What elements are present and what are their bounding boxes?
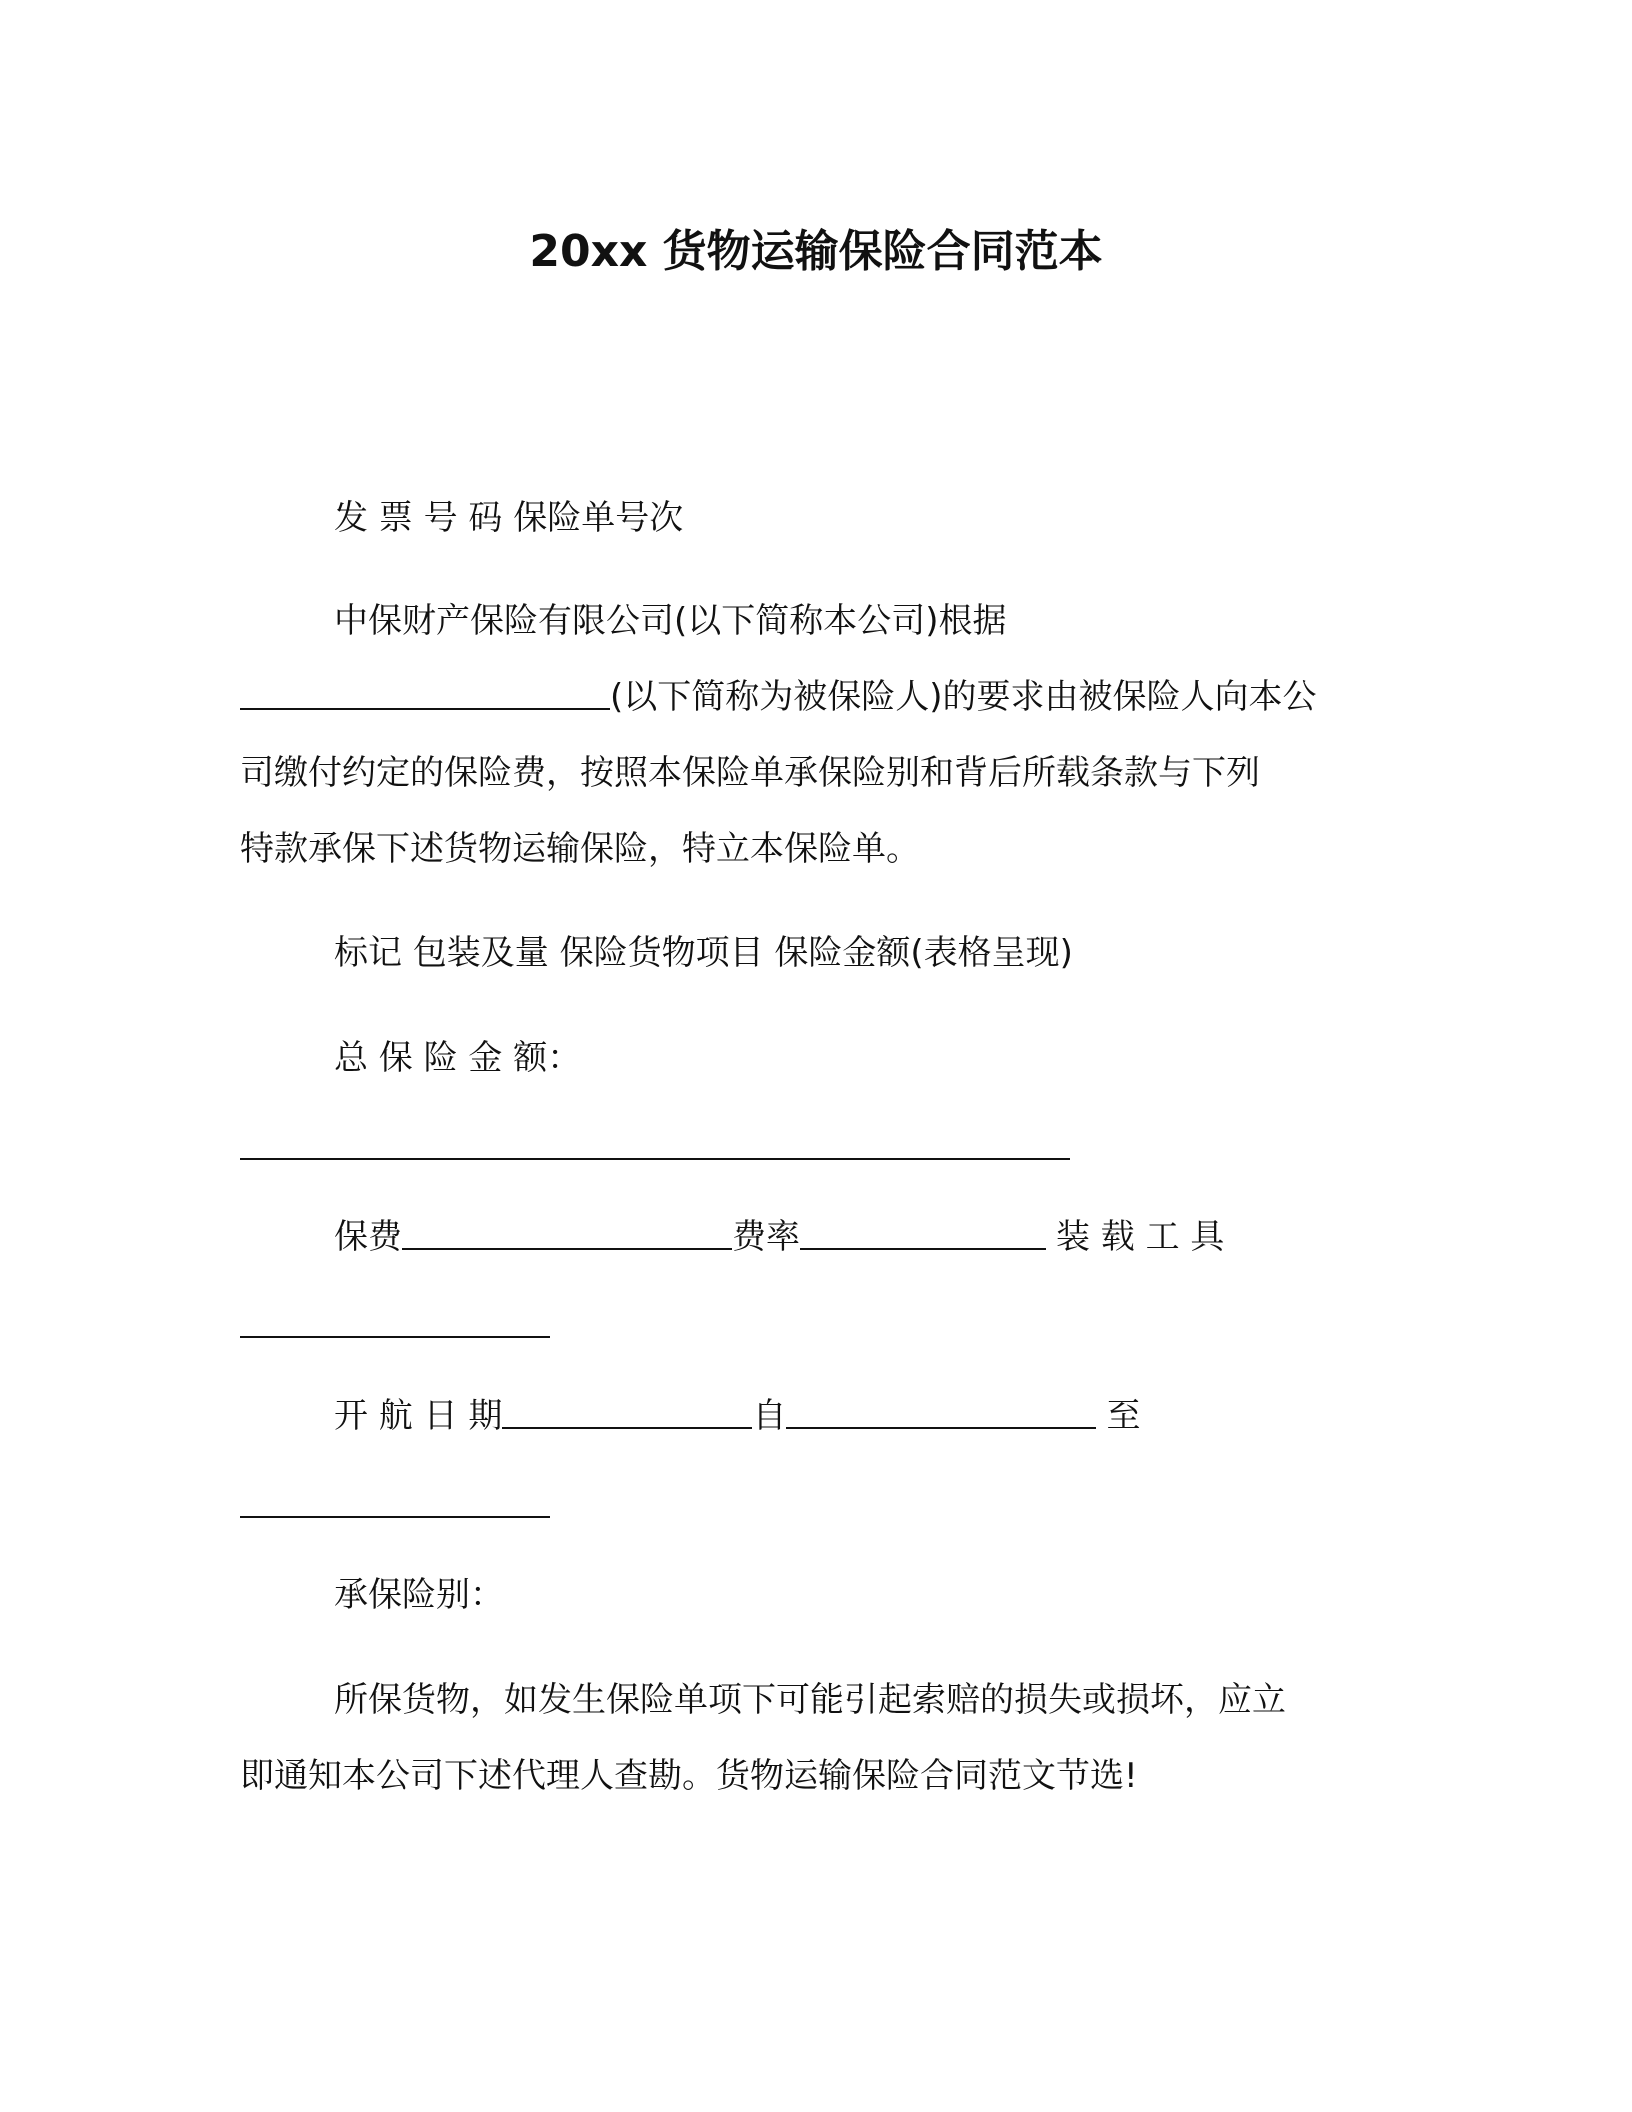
- intro-line-4: 特款承保下述货物运输保险，特立本保险单。: [240, 829, 920, 869]
- conveyance-blank: [240, 1336, 550, 1338]
- total-amount-blank: [240, 1158, 1070, 1160]
- intro-line-1: 中保财产保险有限公司(以下简称本公司)根据: [334, 601, 1007, 641]
- intro-line-2-text: (以下简称为被保险人)的要求由被保险人向本公: [610, 677, 1317, 717]
- sailing-date-blank: [502, 1393, 752, 1429]
- sailing-line: [240, 1392, 1494, 1440]
- insured-blank: [240, 674, 610, 710]
- to-blank: [240, 1516, 550, 1518]
- conveyance-label: 装 载 工 具: [1056, 1217, 1225, 1257]
- rate-blank: [800, 1214, 1046, 1250]
- document-title: 20xx 货物运输保险合同范本: [529, 226, 1103, 277]
- claims-line-2: 即通知本公司下述代理人查勘。货物运输保险合同范文节选!: [240, 1756, 1138, 1796]
- premium-label: 保费: [334, 1217, 402, 1257]
- invoice-policy-line: 发 票 号 码 保险单号次: [334, 498, 684, 538]
- sailing-date-label: 开 航 日 期: [334, 1396, 503, 1436]
- total-amount-label: 总 保 险 金 额：: [334, 1038, 582, 1078]
- table-header-line: 标记 包装及量 保险货物项目 保险金额(表格呈现): [334, 933, 1073, 973]
- premium-blank: [402, 1214, 732, 1250]
- to-label: 至: [1106, 1396, 1141, 1436]
- coverage-label: 承保险别：: [334, 1575, 504, 1615]
- from-blank: [786, 1393, 1096, 1429]
- rate-label: 费率: [732, 1217, 800, 1257]
- from-label: 自: [752, 1396, 787, 1436]
- premium-line: [240, 1213, 1494, 1261]
- intro-line-2: [240, 673, 1400, 721]
- intro-line-3: 司缴付约定的保险费，按照本保险单承保险别和背后所载条款与下列: [240, 753, 1260, 793]
- claims-line-1: 所保货物，如发生保险单项下可能引起索赔的损失或损坏，应立: [334, 1680, 1286, 1720]
